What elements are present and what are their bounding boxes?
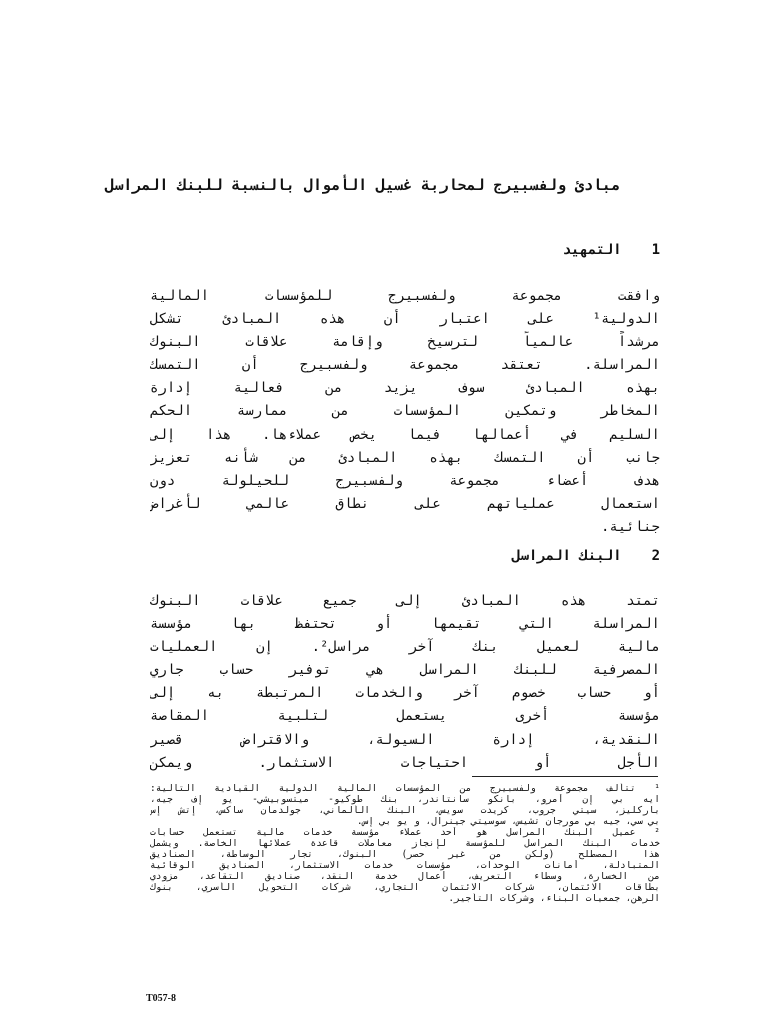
footnote-line: المتبادلة، أمانات الوحدات، مؤسسات خدمات الاستثمار، الصناديق الوقائية	[150, 860, 660, 871]
footnote-line: هذا المصطلح (ولكن من غير حصر) البنوك، تجار الوساطة، الصناديق	[150, 849, 660, 860]
section-heading-introduction	[480, 242, 660, 258]
section-number: 1	[651, 242, 660, 258]
paragraph-line: بهذه المبادئ سوف يزيد من فعالية إدارة	[150, 380, 660, 397]
footnotes	[150, 783, 660, 904]
footnote-line: من الخسارة، وسطاء التعريف، أعمال خدمة النقد، صناديق التقاعد، مزودي	[150, 871, 660, 882]
paragraph-line: الأجل أو احتياجات الاستثمار. ويمكن	[150, 754, 660, 771]
footnote-line: باركليز، سيتي جروب، كريدت سويس، البنك الألماني، جولدمان ساكس، إتش إس	[150, 805, 660, 816]
paragraph-line: استعمال عملياتهم على نطاق عالمي لأغراض	[150, 495, 660, 512]
page-identifier: T057-8	[146, 993, 176, 1004]
section-paragraph-introduction	[150, 285, 660, 539]
paragraph-line: المصرفية للبنك المراسل هي توفير حساب جاري	[150, 662, 660, 679]
footnote-line: الرهن، جمعيات البناء، وشركات التأجير.	[448, 893, 660, 904]
paragraph-line: مرشداً عالمياً لترسيخ وإقامة علاقات البنوك	[150, 334, 660, 351]
document-title: مبادئ ولفسبيرج لمحاربة غسيل الأموال بالنسبة للبنك المراسل	[105, 176, 620, 194]
paragraph-line: الدولية¹ على اعتبار أن هذه المبادئ تشكل	[150, 311, 660, 328]
paragraph-line: تمتد هذه المبادئ إلى جميع علاقات البنوك	[150, 593, 660, 609]
section-number: 2	[651, 548, 660, 564]
footnote-line: ايه بي إن أمرو، بانكو سانتاندر، بنك طوكيو- ميتسوبيشي- يو إف جيه،	[150, 794, 660, 805]
footnote-divider	[472, 776, 658, 777]
footnote-line: بي سي، جيه بي مورجان تشيس، سوسيتي جينرال، و يو بي إس.	[356, 816, 660, 827]
paragraph-line: المراسلة التي تقيمها أو تحتفظ بها مؤسسة	[150, 616, 660, 633]
footnote-line: خدمات البنك المراسل للمؤسسة لإنجاز معاملات قاعدة عملائها الخاصة. ويشمل	[150, 838, 660, 849]
paragraph-line: جنائية.	[600, 518, 660, 535]
footnote-line: ² عميل البنك المراسل هو أحد عملاء مؤسسة خدمات مالية تستعمل حسابات	[150, 827, 660, 838]
section-paragraph-correspondent-bank	[150, 590, 660, 775]
paragraph-line: المخاطر وتمكين المؤسسات من ممارسة الحكم	[150, 403, 660, 420]
paragraph-line: أو حساب خصوم آخر والخدمات المرتبطة به إلى	[150, 685, 660, 702]
paragraph-line: جانب أن التمسك بهذه المبادئ من شأنه تعزيز	[150, 449, 660, 466]
paragraph-line: هدف أعضاء مجموعة ولفسبيرج للحيلولة دون	[150, 472, 660, 489]
section-title: البنك المراسل	[511, 548, 622, 564]
paragraph-line: وافقت مجموعة ولفسبيرج للمؤسسات المالية	[150, 288, 660, 304]
footnote-line: ¹ تتألف مجموعة ولفسبيرج من المؤسسات المالية الدولية القيادية التالية:	[150, 783, 660, 794]
paragraph-line: مالية لعميل بنك آخر مراسل². إن العمليات	[150, 639, 660, 656]
section-heading-correspondent-bank	[480, 548, 660, 564]
section-title: التمهيد	[562, 242, 622, 258]
paragraph-line: السليم في أعمالها فيما يخص عملاءها. هذا إلى	[150, 426, 660, 443]
paragraph-line: النقدية، إدارة السيولة، والاقتراض قصير	[150, 731, 660, 748]
paragraph-line: مؤسسة أخرى يستعمل لتلبية المقاصة	[150, 708, 660, 725]
paragraph-line: المراسلة. تعتقد مجموعة ولفسبيرج أن التمسك	[150, 357, 660, 374]
footnote-line: بطاقات الائتمان، شركات الائتمان التجاري، شركات التحويل الأسري، بنوك	[150, 882, 660, 893]
